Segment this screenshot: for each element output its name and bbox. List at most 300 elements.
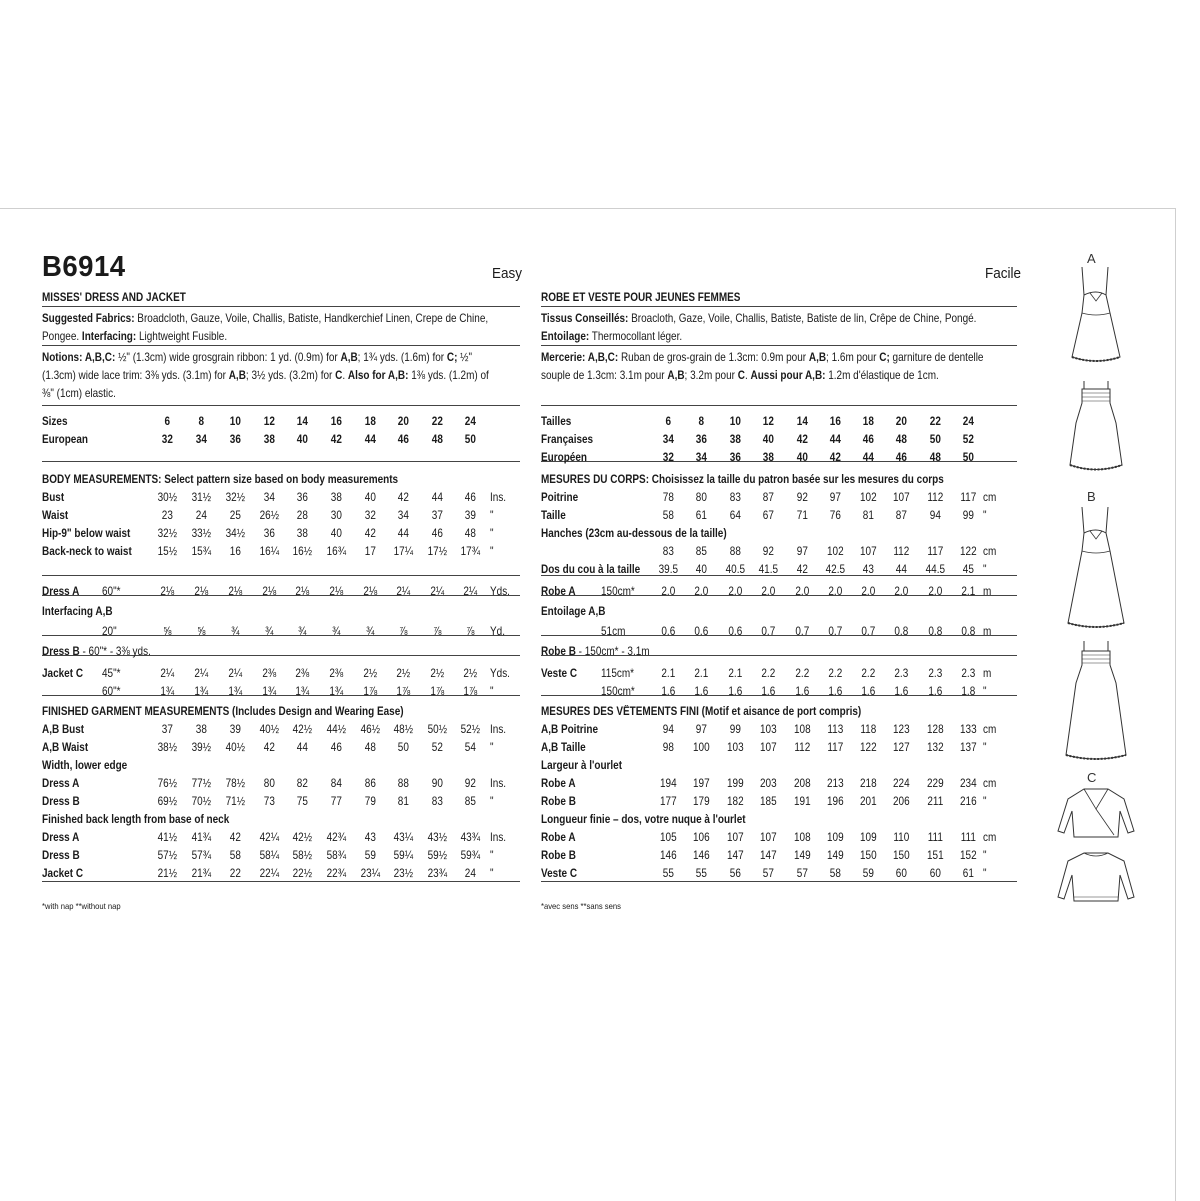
- unit-label: ": [490, 527, 494, 540]
- unit-label: Ins.: [490, 777, 507, 790]
- table-cell: 52: [431, 741, 443, 754]
- table-cell: 2½: [463, 667, 478, 680]
- table-cell: 46½: [360, 723, 381, 736]
- table-cell: 88: [729, 545, 741, 558]
- row-label: Robe B: [541, 795, 576, 808]
- table-cell: 59¼: [393, 849, 414, 862]
- table-cell: 44: [895, 563, 907, 576]
- table-cell: 113: [827, 723, 844, 736]
- notions-segment: C: [335, 369, 343, 382]
- unit-label: Ins.: [490, 723, 507, 736]
- table-cell: 20: [895, 415, 907, 428]
- table-cell: 22: [431, 415, 443, 428]
- table-cell: 38: [296, 527, 308, 540]
- table-cell: 38: [195, 723, 207, 736]
- table-cell: 1.8: [961, 685, 976, 698]
- table-cell: 12: [762, 415, 774, 428]
- table-cell: 50: [962, 451, 974, 464]
- table-cell: 2½: [396, 667, 411, 680]
- table-cell: 48: [929, 451, 941, 464]
- table-cell: 1¾: [160, 685, 175, 698]
- table-cell: 23: [161, 509, 173, 522]
- table-cell: 0.7: [795, 625, 810, 638]
- table-cell: 58½: [292, 849, 313, 862]
- table-cell: 2¼: [396, 585, 411, 598]
- table-cell: 0.6: [694, 625, 709, 638]
- unit-label: ": [983, 563, 987, 576]
- notions-segment: A,B: [667, 369, 685, 382]
- row-label: Hip-9" below waist: [42, 527, 131, 540]
- table-cell: 6: [164, 415, 171, 428]
- table-cell: 38: [330, 491, 342, 504]
- fabrics-line-1: [541, 312, 976, 326]
- table-cell: 48: [464, 527, 476, 540]
- table-cell: ⅝: [197, 625, 206, 638]
- table-cell: 32: [662, 451, 674, 464]
- table-cell: 39½: [191, 741, 212, 754]
- table-cell: 23¼: [360, 867, 381, 880]
- table-rule: [541, 881, 1017, 882]
- row-label: Taille: [541, 509, 566, 522]
- table-cell: 50: [929, 433, 941, 446]
- table-cell: 43¼: [393, 831, 414, 844]
- table-cell: 90: [431, 777, 443, 790]
- view-label-c: C: [1087, 770, 1097, 785]
- table-cell: 1.6: [661, 685, 676, 698]
- table-cell: 38: [729, 433, 741, 446]
- table-cell: 2.3: [894, 667, 909, 680]
- table-cell: 103: [760, 723, 777, 736]
- row-label: Waist: [42, 509, 69, 522]
- table-cell: 2.1: [961, 585, 976, 598]
- table-cell: 40: [762, 433, 774, 446]
- table-cell: 132: [927, 741, 944, 754]
- view-label-a: A: [1087, 251, 1096, 266]
- table-cell: 55: [662, 867, 674, 880]
- table-cell: 77: [330, 795, 342, 808]
- table-cell: 14: [296, 415, 308, 428]
- table-cell: 31½: [191, 491, 212, 504]
- unit-label: Yd.: [490, 625, 505, 638]
- table-cell: 78½: [225, 777, 246, 790]
- pattern-envelope-back: [0, 208, 1176, 1201]
- table-cell: 118: [860, 723, 877, 736]
- row-label: MESURES DU CORPS: Choisissez la taille du patron basée sur les mesures du corps: [541, 473, 944, 486]
- table-cell: 0.8: [961, 625, 976, 638]
- table-cell: 2.1: [661, 667, 676, 680]
- table-cell: 46: [330, 741, 342, 754]
- unit-label: ": [983, 795, 987, 808]
- row-label: Entoilage A,B: [541, 605, 606, 618]
- table-cell: 107: [760, 741, 777, 754]
- table-cell: 34: [195, 433, 207, 446]
- table-cell: 97: [829, 491, 841, 504]
- table-cell: 42: [796, 563, 808, 576]
- table-cell: 44: [862, 451, 874, 464]
- table-cell: 46: [397, 433, 409, 446]
- table-cell: 213: [827, 777, 844, 790]
- table-cell: 0.6: [661, 625, 676, 638]
- table-cell: 2.2: [761, 667, 776, 680]
- table-cell: 21½: [157, 867, 178, 880]
- table-cell: 64: [729, 509, 741, 522]
- row-label: Dress A: [42, 831, 80, 844]
- fabrics-text-cont: Pongee.: [42, 330, 82, 343]
- table-cell: 37: [431, 509, 443, 522]
- table-cell: 107: [860, 545, 877, 558]
- table-cell: 22: [929, 415, 941, 428]
- unit-label: ": [983, 685, 987, 698]
- table-cell: 2.0: [894, 585, 909, 598]
- table-cell: 1.6: [694, 685, 709, 698]
- row-label: A,B Poitrine: [541, 723, 599, 736]
- table-cell: 196: [827, 795, 844, 808]
- row-label: European: [42, 433, 88, 446]
- interfacing-label: Interfacing:: [81, 330, 137, 343]
- table-cell: 128: [927, 723, 944, 736]
- table-cell: 44: [431, 491, 443, 504]
- table-cell: 105: [660, 831, 677, 844]
- row-label: Veste C: [541, 667, 578, 680]
- table-cell: 56: [729, 867, 741, 880]
- table-cell: 110: [893, 831, 910, 844]
- notions-segment: Notions: A,B,C:: [42, 351, 116, 364]
- row-label: Dress B: [42, 849, 80, 862]
- row-label: Poitrine: [541, 491, 579, 504]
- table-cell: 83: [662, 545, 674, 558]
- unit-label: cm: [983, 777, 997, 790]
- notions-segment: souple de 1.3cm: 3.1m pour: [541, 369, 668, 382]
- table-cell: 43: [862, 563, 874, 576]
- table-cell: ⅞: [399, 625, 408, 638]
- row-label: Tailles: [541, 415, 572, 428]
- notions-segment: ; 3.2m pour: [684, 369, 738, 382]
- table-cell: 14: [796, 415, 808, 428]
- table-cell: 102: [827, 545, 844, 558]
- table-cell: 22½: [292, 867, 313, 880]
- table-cell: 2¼: [194, 667, 209, 680]
- table-cell: 67: [762, 509, 774, 522]
- table-cell: 42: [229, 831, 241, 844]
- notions-segment: A,B: [340, 351, 358, 364]
- table-cell: 122: [860, 741, 877, 754]
- table-cell: 1⅞: [430, 685, 445, 698]
- unit-label: cm: [983, 723, 997, 736]
- dress-b-front-icon: [1058, 505, 1134, 635]
- table-cell: ¾: [366, 625, 375, 638]
- unit-label: ": [490, 741, 494, 754]
- table-cell: 42½: [292, 723, 313, 736]
- notions-segment: .: [342, 369, 348, 382]
- table-cell: 203: [760, 777, 777, 790]
- table-cell: 41½: [157, 831, 178, 844]
- table-cell: 76: [829, 509, 841, 522]
- table-cell: 150: [860, 849, 877, 862]
- table-cell: 33½: [191, 527, 212, 540]
- table-cell: 92: [796, 491, 808, 504]
- fabrics-rule: [42, 345, 520, 346]
- table-cell: 16¾: [326, 545, 347, 558]
- table-cell: 83: [729, 491, 741, 504]
- table-cell: 34: [695, 451, 707, 464]
- table-cell: 117: [827, 741, 844, 754]
- table-cell: 103: [727, 741, 744, 754]
- table-cell: 179: [693, 795, 710, 808]
- table-cell: 58: [229, 849, 241, 862]
- title-rule: [541, 306, 1017, 307]
- table-cell: 1.6: [795, 685, 810, 698]
- notions-line2: [541, 369, 939, 383]
- fabrics-rule: [541, 345, 1017, 346]
- table-cell: 146: [693, 849, 710, 862]
- table-cell: 58: [662, 509, 674, 522]
- table-cell: 99: [729, 723, 741, 736]
- table-cell: 30½: [157, 491, 178, 504]
- fabric-width: 150cm*: [601, 685, 635, 698]
- table-cell: 2½: [363, 667, 378, 680]
- table-cell: 44: [829, 433, 841, 446]
- unit-label: m: [983, 585, 992, 598]
- table-cell: 16: [330, 415, 342, 428]
- notions-line2: [42, 369, 489, 383]
- table-cell: 59½: [427, 849, 448, 862]
- table-cell: 26½: [259, 509, 280, 522]
- notions-segment: ; 3½ yds. (3.2m) for: [245, 369, 336, 382]
- table-cell: 42: [364, 527, 376, 540]
- row-label: Back-neck to waist: [42, 545, 132, 558]
- table-cell: 46: [464, 491, 476, 504]
- table-rule: [42, 881, 520, 882]
- table-cell: 58¾: [326, 849, 347, 862]
- notions-segment: Aussi pour A,B:: [750, 369, 826, 382]
- fabric-width: 20": [102, 625, 117, 638]
- row-label: Longueur finie – dos, votre nuque à l'ourlet: [541, 813, 746, 826]
- table-cell: 2.0: [694, 585, 709, 598]
- table-cell: 224: [893, 777, 910, 790]
- unit-label: m: [983, 625, 992, 638]
- table-cell: 42¾: [326, 831, 347, 844]
- table-cell: 147: [760, 849, 777, 862]
- row-label: Robe A: [541, 831, 576, 844]
- table-cell: 107: [727, 831, 744, 844]
- table-cell: 34: [263, 491, 275, 504]
- table-cell: 199: [727, 777, 744, 790]
- table-cell: 40: [796, 451, 808, 464]
- row-label: Robe A: [541, 585, 576, 598]
- table-cell: 36: [729, 451, 741, 464]
- table-cell: 2¼: [160, 667, 175, 680]
- table-cell: 18: [862, 415, 874, 428]
- dress-a-front-icon: [1060, 265, 1132, 370]
- table-cell: 0.8: [894, 625, 909, 638]
- table-cell: 2.0: [761, 585, 776, 598]
- jacket-c-back-icon: [1054, 849, 1138, 905]
- table-cell: 25: [229, 509, 241, 522]
- row-label: Largeur à l'ourlet: [541, 759, 623, 772]
- table-cell: 149: [794, 849, 811, 862]
- table-cell: 1¾: [228, 685, 243, 698]
- table-cell: 112: [794, 741, 811, 754]
- table-cell: 39: [464, 509, 476, 522]
- table-cell: 48: [431, 433, 443, 446]
- table-cell: 42: [263, 741, 275, 754]
- table-cell: 0.7: [761, 625, 776, 638]
- row-label: Robe B: [541, 849, 576, 862]
- row-label: A,B Waist: [42, 741, 89, 754]
- table-cell: 40½: [225, 741, 246, 754]
- table-cell: 42.5: [825, 563, 846, 576]
- table-cell: 2⅜: [262, 667, 277, 680]
- table-cell: 191: [794, 795, 811, 808]
- table-cell: 149: [827, 849, 844, 862]
- table-cell: 211: [927, 795, 944, 808]
- fabrics-line-2: [42, 330, 227, 344]
- table-cell: 177: [660, 795, 677, 808]
- table-cell: 23½: [393, 867, 414, 880]
- table-cell: 22¾: [326, 867, 347, 880]
- table-cell: 77½: [191, 777, 212, 790]
- table-cell: 94: [662, 723, 674, 736]
- notions-segment: ⅜" (1cm) elastic.: [42, 387, 116, 400]
- table-cell: 84: [330, 777, 342, 790]
- table-cell: 54: [464, 741, 476, 754]
- table-cell: 1⅞: [396, 685, 411, 698]
- table-cell: 216: [960, 795, 977, 808]
- table-cell: 229: [927, 777, 944, 790]
- table-cell: 108: [794, 723, 811, 736]
- table-cell: 117: [927, 545, 944, 558]
- fabrics-text: Broacloth, Gaze, Voile, Challis, Batiste, Batiste de lin, Crêpe de Chine, Pongé.: [628, 312, 977, 325]
- notions-segment: 1.2m d'élastique de 1cm.: [825, 369, 939, 382]
- table-cell: 194: [660, 777, 677, 790]
- table-cell: 60: [895, 867, 907, 880]
- table-cell: 34: [662, 433, 674, 446]
- table-cell: 17½: [427, 545, 448, 558]
- unit-label: ": [490, 509, 494, 522]
- row-label: Robe A: [541, 777, 576, 790]
- table-cell: 15¾: [191, 545, 212, 558]
- table-cell: 150: [893, 849, 910, 862]
- table-cell: 79: [364, 795, 376, 808]
- table-cell: 0.8: [928, 625, 943, 638]
- table-cell: 40½: [259, 723, 280, 736]
- table-rule: [42, 461, 520, 462]
- table-cell: 234: [960, 777, 977, 790]
- table-cell: 60: [929, 867, 941, 880]
- table-cell: 75: [296, 795, 308, 808]
- table-cell: 52: [962, 433, 974, 446]
- table-cell: 108: [794, 831, 811, 844]
- table-cell: 82: [296, 777, 308, 790]
- table-cell: 2.0: [828, 585, 843, 598]
- table-cell: 2.2: [828, 667, 843, 680]
- table-cell: 45: [962, 563, 974, 576]
- table-cell: 1.6: [828, 685, 843, 698]
- table-cell: 85: [464, 795, 476, 808]
- table-cell: 42: [397, 491, 409, 504]
- dress-b-back-icon: [1058, 639, 1134, 769]
- notions-line1: [42, 351, 472, 365]
- unit-label: ": [490, 685, 494, 698]
- table-cell: 2.0: [728, 585, 743, 598]
- row-label: Françaises: [541, 433, 594, 446]
- table-cell: 38: [762, 451, 774, 464]
- table-cell: 70½: [191, 795, 212, 808]
- row-label: A,B Taille: [541, 741, 586, 754]
- table-cell: 127: [893, 741, 910, 754]
- table-cell: 1.6: [894, 685, 909, 698]
- table-cell: 2⅛: [363, 585, 378, 598]
- unit-label: ": [490, 545, 494, 558]
- fabric-width: 60"*: [102, 585, 121, 598]
- table-rule: [42, 575, 520, 576]
- table-cell: 97: [796, 545, 808, 558]
- row-label: Finished back length from base of neck: [42, 813, 230, 826]
- table-cell: 117: [960, 491, 977, 504]
- table-cell: 32½: [157, 527, 178, 540]
- table-cell: 2⅛: [295, 585, 310, 598]
- table-cell: 146: [660, 849, 677, 862]
- fabrics-label: Tissus Conseillés:: [541, 312, 629, 325]
- table-cell: 2.2: [795, 667, 810, 680]
- table-cell: 59: [862, 867, 874, 880]
- table-cell: 201: [860, 795, 877, 808]
- table-cell: 8: [198, 415, 205, 428]
- table-cell: ¾: [265, 625, 274, 638]
- table-cell: 59¾: [460, 849, 481, 862]
- notions-segment: C: [737, 369, 745, 382]
- jacket-c-front-icon: [1054, 785, 1138, 845]
- unit-label: cm: [983, 491, 997, 504]
- table-cell: 34: [397, 509, 409, 522]
- english-column: [42, 209, 523, 929]
- table-cell: 71: [796, 509, 808, 522]
- row-label: Width, lower edge: [42, 759, 128, 772]
- notions-segment: A,B: [228, 369, 246, 382]
- table-cell: 2.2: [861, 667, 876, 680]
- table-cell: 50½: [427, 723, 448, 736]
- notions-segment: garniture de dentelle: [889, 351, 984, 364]
- table-cell: 2.1: [728, 667, 743, 680]
- section-title: ROBE ET VESTE POUR JEUNES FEMMES: [541, 291, 741, 304]
- table-cell: 10: [729, 415, 741, 428]
- table-cell: 42: [330, 433, 342, 446]
- table-cell: 94: [929, 509, 941, 522]
- table-cell: 52½: [460, 723, 481, 736]
- table-cell: 32: [364, 509, 376, 522]
- row-label: Jacket C: [42, 667, 84, 680]
- interfacing-label: Entoilage:: [541, 330, 590, 343]
- table-cell: ⅝: [163, 625, 172, 638]
- fabrics-line-2: [541, 330, 682, 344]
- table-cell: 2.0: [795, 585, 810, 598]
- table-cell: 43: [364, 831, 376, 844]
- table-cell: 71½: [225, 795, 246, 808]
- notions-segment: ; 1¾ yds. (1.6m) for: [357, 351, 447, 364]
- table-cell: 107: [893, 491, 910, 504]
- table-rule: [541, 405, 1017, 406]
- row-label: A,B Bust: [42, 723, 85, 736]
- table-cell: 16¼: [259, 545, 280, 558]
- table-cell: 109: [860, 831, 877, 844]
- table-cell: ¾: [298, 625, 307, 638]
- interfacing-text: Lightweight Fusible.: [136, 330, 228, 343]
- table-cell: 1.6: [928, 685, 943, 698]
- table-cell: 2⅛: [160, 585, 175, 598]
- unit-label: Yds.: [490, 585, 510, 598]
- table-cell: 112: [893, 545, 910, 558]
- table-cell: 2½: [430, 667, 445, 680]
